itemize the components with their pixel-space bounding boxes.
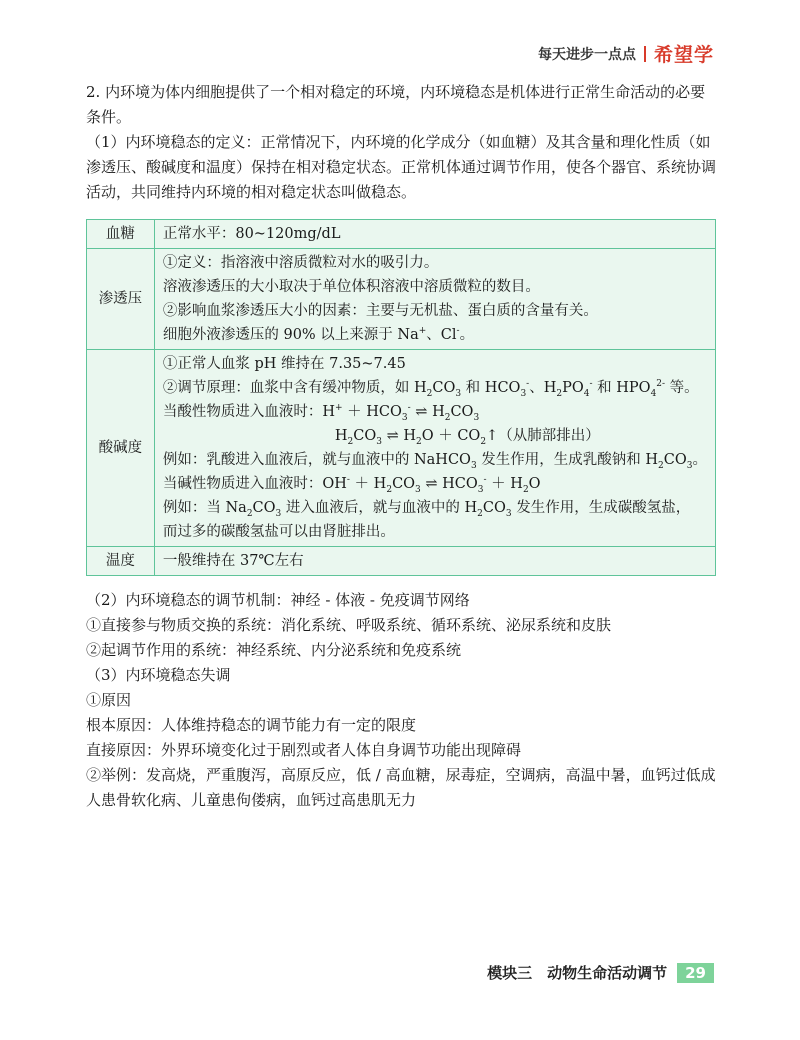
regulating-systems: ②起调节作用的系统：神经系统、内分泌系统和免疫系统 [86, 641, 462, 659]
examples: ②举例：发高烧，严重腹泻，高原反应，低 / 高血糖，尿毒症，空调病，高温中暑，血钙过低成人患骨软化病、儿童患佝偻病，血钙过高患肌无力 [86, 766, 716, 809]
brand-logo: 希望学 [653, 44, 714, 66]
ph-line-8: 而过多的碳酸氢盐可以由肾脏排出。 [162, 524, 395, 540]
text-span: ＋ H [486, 476, 523, 492]
text-span: 例如：当 Na [162, 500, 247, 516]
ph-line-1: ①正常人血浆 pH 维持在 7.35~7.45 [162, 356, 406, 372]
page-footer [487, 962, 714, 983]
osmotic-line-2: 溶液渗透压的大小取决于单位体积溶液中溶质微粒的数目。 [162, 279, 540, 295]
text-span: ＋ HCO [342, 404, 402, 420]
text-span: 、H [529, 380, 557, 396]
text-span: PO [562, 380, 584, 396]
page-header [538, 40, 714, 67]
text-span: ＋ H [349, 476, 387, 492]
table-row [87, 350, 716, 547]
main-content [86, 80, 716, 813]
module-title: 模块三 动物生命活动调节 [487, 964, 668, 982]
text-span: 、Cl [426, 327, 457, 343]
row-key-temperature: 温度 [87, 547, 155, 576]
text-span: CO [450, 404, 474, 420]
text-span: 。 [459, 327, 475, 343]
text-span: O [528, 476, 541, 492]
ph-line-5: 例如：乳酸进入血液后，就与血液中的 NaHCO$_3$ 发生作用，生成乳酸钠和 $H_2CO_3$。 [162, 452, 707, 471]
ph-line-7: 例如：当 $Na_2CO_3$ 进入血液后，就与血液中的 $H_2CO_3$ 发生作用，生成碳酸氢盐， [162, 500, 691, 519]
text-span: CO [392, 476, 416, 492]
glucose-line-1: 正常水平：80~120mg/dL [162, 226, 341, 242]
table-row [87, 547, 716, 576]
header-slogan: 每天进步一点点 [537, 46, 636, 63]
text-span: H [334, 428, 348, 444]
temperature-line-1: 一般维持在 37℃左右 [162, 553, 304, 569]
text-span: CO [663, 452, 687, 468]
text-span: CO [482, 500, 506, 516]
ph-line-4: $H_2CO_3$ ⇌ $H_2O$ ＋ $CO_2↑$（从肺部排出） [334, 428, 600, 447]
text-span: 和 HCO [461, 380, 521, 396]
regulation-mechanism: （2）内环境稳态的调节机制：神经 - 体液 - 免疫调节网络 [86, 591, 470, 609]
row-value-ph [154, 350, 715, 547]
ph-line-6: 当碱性物质进入血液时：$OH^- + H_2CO_3$ ⇌ $HCO_3^- + H_2O$ [162, 475, 541, 495]
header-divider [644, 46, 646, 62]
row-key-osmotic: 渗透压 [87, 249, 155, 350]
text-span: ⇌ H [410, 404, 445, 420]
direct-cause: 直接原因：外界环境变化过于剧烈或者人体自身调节功能出现障碍 [86, 741, 522, 759]
row-value-osmotic [154, 249, 715, 350]
osmotic-line-3: ②影响血浆渗透压大小的因素：主要与无机盐、蛋白质的含量有关。 [162, 303, 598, 319]
text-span: 和 HPO [592, 380, 651, 396]
intro-paragraph-2: （1）内环境稳态的定义：正常情况下，内环境的化学成分（如血糖）及其含量和理化性质（如渗透压、酸碱度和温度）保持在相对稳定状态。正常机体通过调节作用，使各个器官、系统协调活动，共同维持内环境的相对稳定状态叫做稳态。 [86, 133, 717, 201]
text-span: 当碱性物质进入血液时：OH [162, 476, 347, 492]
root-cause: 根本原因：人体维持稳态的调节能力有一定的限度 [86, 716, 417, 734]
page-number: 29 [677, 963, 714, 983]
intro-paragraph-1: 2. 内环境为体内细胞提供了一个相对稳定的环境，内环境稳态是机体进行正常生命活动的必要条件。 [86, 83, 706, 126]
text-span: O ＋ CO [421, 428, 481, 444]
text-span: CO [353, 428, 377, 444]
text-span: ↑（从肺部排出） [486, 428, 600, 444]
text-span: CO [252, 500, 276, 516]
ph-line-2: ②调节原理：血浆中含有缓冲物质，如 $H_2CO_3$ 和 $HCO_3^-$、$H_2PO_4^-$ 和 $HPO_4^{2-}$ 等。 [162, 379, 699, 399]
text-span: CO [432, 380, 456, 396]
text-span: 例如：乳酸进入血液后，就与血液中的 NaHCO [162, 452, 471, 468]
row-key-ph: 酸碱度 [87, 350, 155, 547]
ph-line-3: 当酸性物质进入血液时：$H^+ + HCO_3^-$ ⇌ $H_2CO_3$ [162, 403, 480, 423]
osmotic-line-1: ①定义：指溶液中溶质微粒对水的吸引力。 [162, 255, 439, 271]
text-span: ⇌ HCO [420, 476, 478, 492]
text-span: 细胞外液渗透压的 90% 以上来源于 Na [162, 327, 419, 343]
text-span: 。 [692, 452, 707, 468]
cause-heading: ①原因 [86, 691, 132, 709]
osmotic-line-4: 细胞外液渗透压的 90% 以上来源于 Na+、Cl-。 [162, 326, 475, 343]
text-span: 发生作用，生成乳酸钠和 H [476, 452, 659, 468]
exchange-systems: ①直接参与物质交换的系统：消化系统、呼吸系统、循环系统、泌尿系统和皮肤 [86, 616, 612, 634]
text-span: 等。 [665, 380, 699, 396]
row-value-temperature [154, 547, 715, 576]
text-span: ⇌ H [381, 428, 416, 444]
text-span: 进入血液后，就与血液中的 H [281, 500, 478, 516]
text-span: ②调节原理：血浆中含有缓冲物质，如 H [162, 380, 427, 396]
table-row [87, 249, 716, 350]
text-span: 当酸性物质进入血液时：H [162, 404, 336, 420]
homeostasis-table [86, 219, 716, 576]
row-value-glucose [154, 220, 715, 249]
row-key-glucose: 血糖 [87, 220, 155, 249]
text-span: 发生作用，生成碳酸氢盐， [511, 500, 691, 516]
imbalance-heading: （3）内环境稳态失调 [86, 666, 231, 684]
table-row [87, 220, 716, 249]
